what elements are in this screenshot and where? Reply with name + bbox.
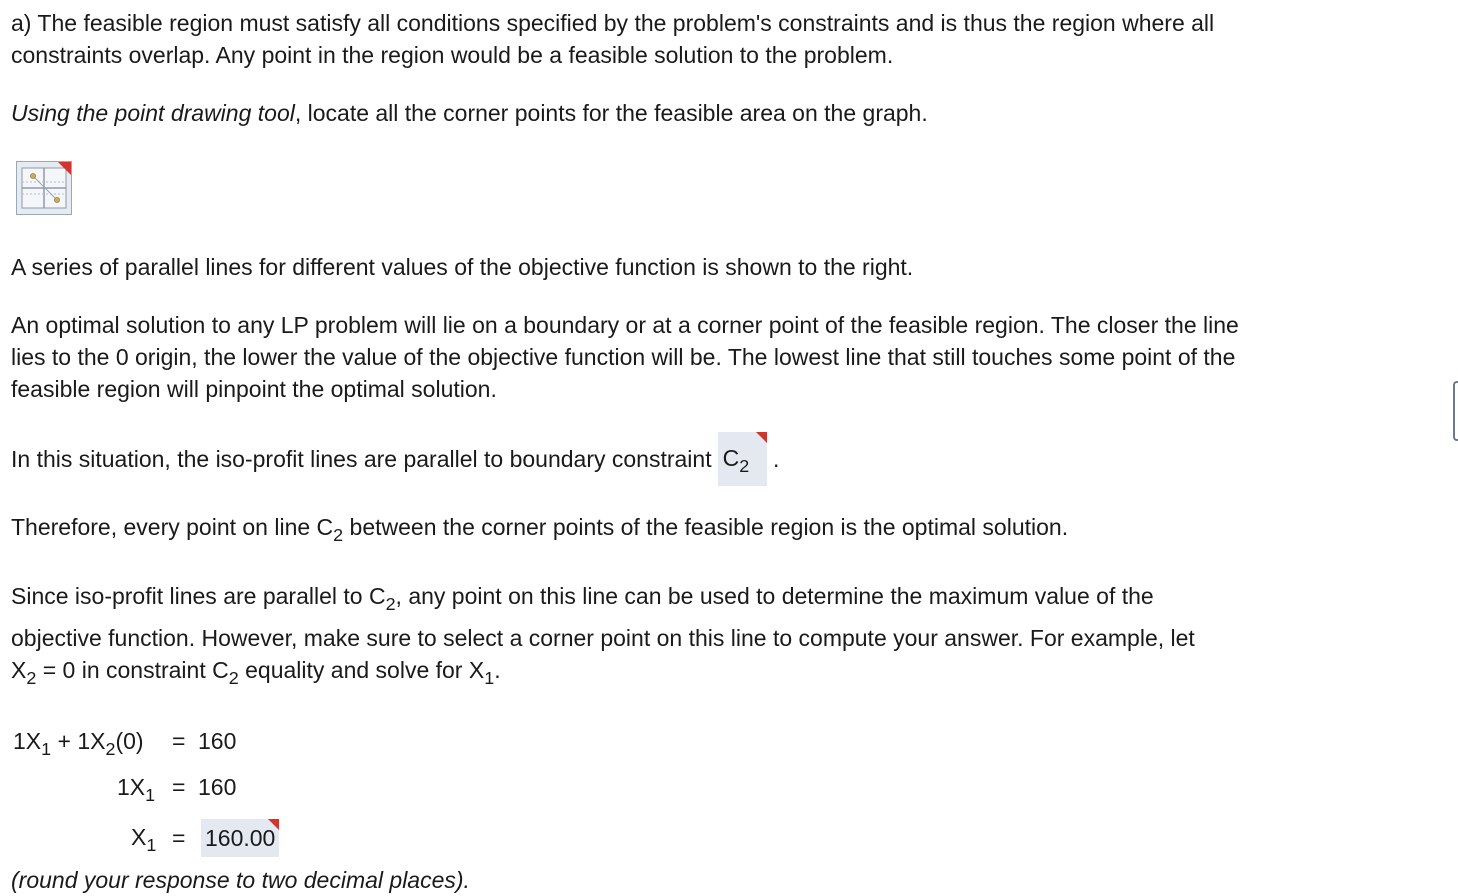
equation-1-rhs: 160: [198, 728, 237, 754]
eq3-term1: X: [131, 824, 147, 850]
since-l1-pre: Since iso-profit lines are parallel to C: [11, 583, 386, 609]
situation-period: .: [773, 445, 780, 472]
constraint-answer-main: C: [722, 444, 740, 471]
eq1-term1: 1X: [13, 728, 42, 754]
therefore-text: [11, 511, 1068, 545]
constraint-answer-dropdown[interactable]: [718, 432, 767, 486]
since-l3-b-sub: 2: [228, 667, 239, 688]
situation-text: In this situation, the iso-profit lines are parallel to boundary constraint: [11, 445, 712, 472]
since-l3-b: = 0 in constraint C: [36, 657, 229, 683]
therefore-pre: Therefore, every point on line C: [11, 514, 334, 540]
since-l3-c-sub: 1: [484, 667, 495, 688]
since-l3-c: equality and solve for X: [238, 657, 485, 683]
since-l3-d: .: [494, 657, 501, 683]
equation-3-equals: =: [172, 825, 186, 851]
x1-answer-value: 160.00: [205, 825, 276, 851]
equation-2-equals: =: [172, 774, 186, 800]
x1-answer-flag-marker: [268, 819, 279, 830]
equation-2-rhs: 160: [198, 774, 237, 800]
answer-flag-marker: [756, 432, 767, 443]
optimal-line-1: An optimal solution to any LP problem will lie on a boundary or at a corner point of the feasible region. The closer the line: [11, 312, 1239, 338]
since-l3-a-sub: 2: [26, 667, 37, 688]
since-l1-sub: 2: [385, 593, 396, 614]
eq1-sub2: 2: [105, 738, 116, 759]
instruction-rest: , locate all the corner points for the feasible area on the graph.: [294, 100, 928, 126]
point-drawing-tool-button[interactable]: [16, 161, 72, 215]
situation-sentence: [11, 431, 779, 486]
since-line-2: objective function. However, make sure to select a corner point on this line to compute your answer. For example, let: [11, 625, 1195, 651]
since-l1-post: , any point on this line can be used to determine the maximum value of the: [395, 583, 1154, 609]
equation-2-lhs: [117, 771, 155, 805]
series-text: A series of parallel lines for different values of the objective function is shown to the right.: [11, 254, 914, 280]
eq2-term1: 1X: [117, 774, 146, 800]
instruction-text: [11, 97, 928, 129]
since-l3-a: X: [11, 657, 27, 683]
equation-3-answer-wrap: [197, 819, 279, 857]
equation-3-lhs: [131, 821, 156, 855]
therefore-sub: 2: [333, 524, 344, 545]
equation-1-lhs: [13, 725, 144, 759]
since-line-1: [11, 580, 1154, 614]
eq3-sub1: 1: [146, 834, 157, 855]
instruction-italic: Using the point drawing tool: [11, 100, 295, 126]
x1-answer-input[interactable]: [201, 819, 279, 857]
intro-line-1: a) The feasible region must satisfy all conditions specified by the problem's constraints and is thus the region where all: [11, 10, 1215, 36]
optimal-line-3: feasible region will pinpoint the optimal solution.: [11, 376, 497, 402]
eq1-term2: + 1X: [51, 728, 106, 754]
constraint-answer-sub: 2: [739, 455, 750, 476]
side-panel-handle[interactable]: [1453, 381, 1458, 441]
tool-flag-marker: [58, 162, 71, 175]
eq2-sub1: 1: [145, 784, 156, 805]
round-note: (round your response to two decimal places).: [11, 867, 470, 893]
eq1-sub1: 1: [41, 738, 52, 759]
since-line-3: [11, 654, 501, 688]
intro-line-2: constraints overlap. Any point in the region would be a feasible solution to the problem.: [11, 42, 894, 68]
therefore-post: between the corner points of the feasible region is the optimal solution.: [343, 514, 1069, 540]
eq1-term3: (0): [115, 728, 144, 754]
equation-1-equals: =: [172, 728, 186, 754]
optimal-line-2: lies to the 0 origin, the lower the value of the objective function will be. The lowest line that still touches some point of the: [11, 344, 1236, 370]
